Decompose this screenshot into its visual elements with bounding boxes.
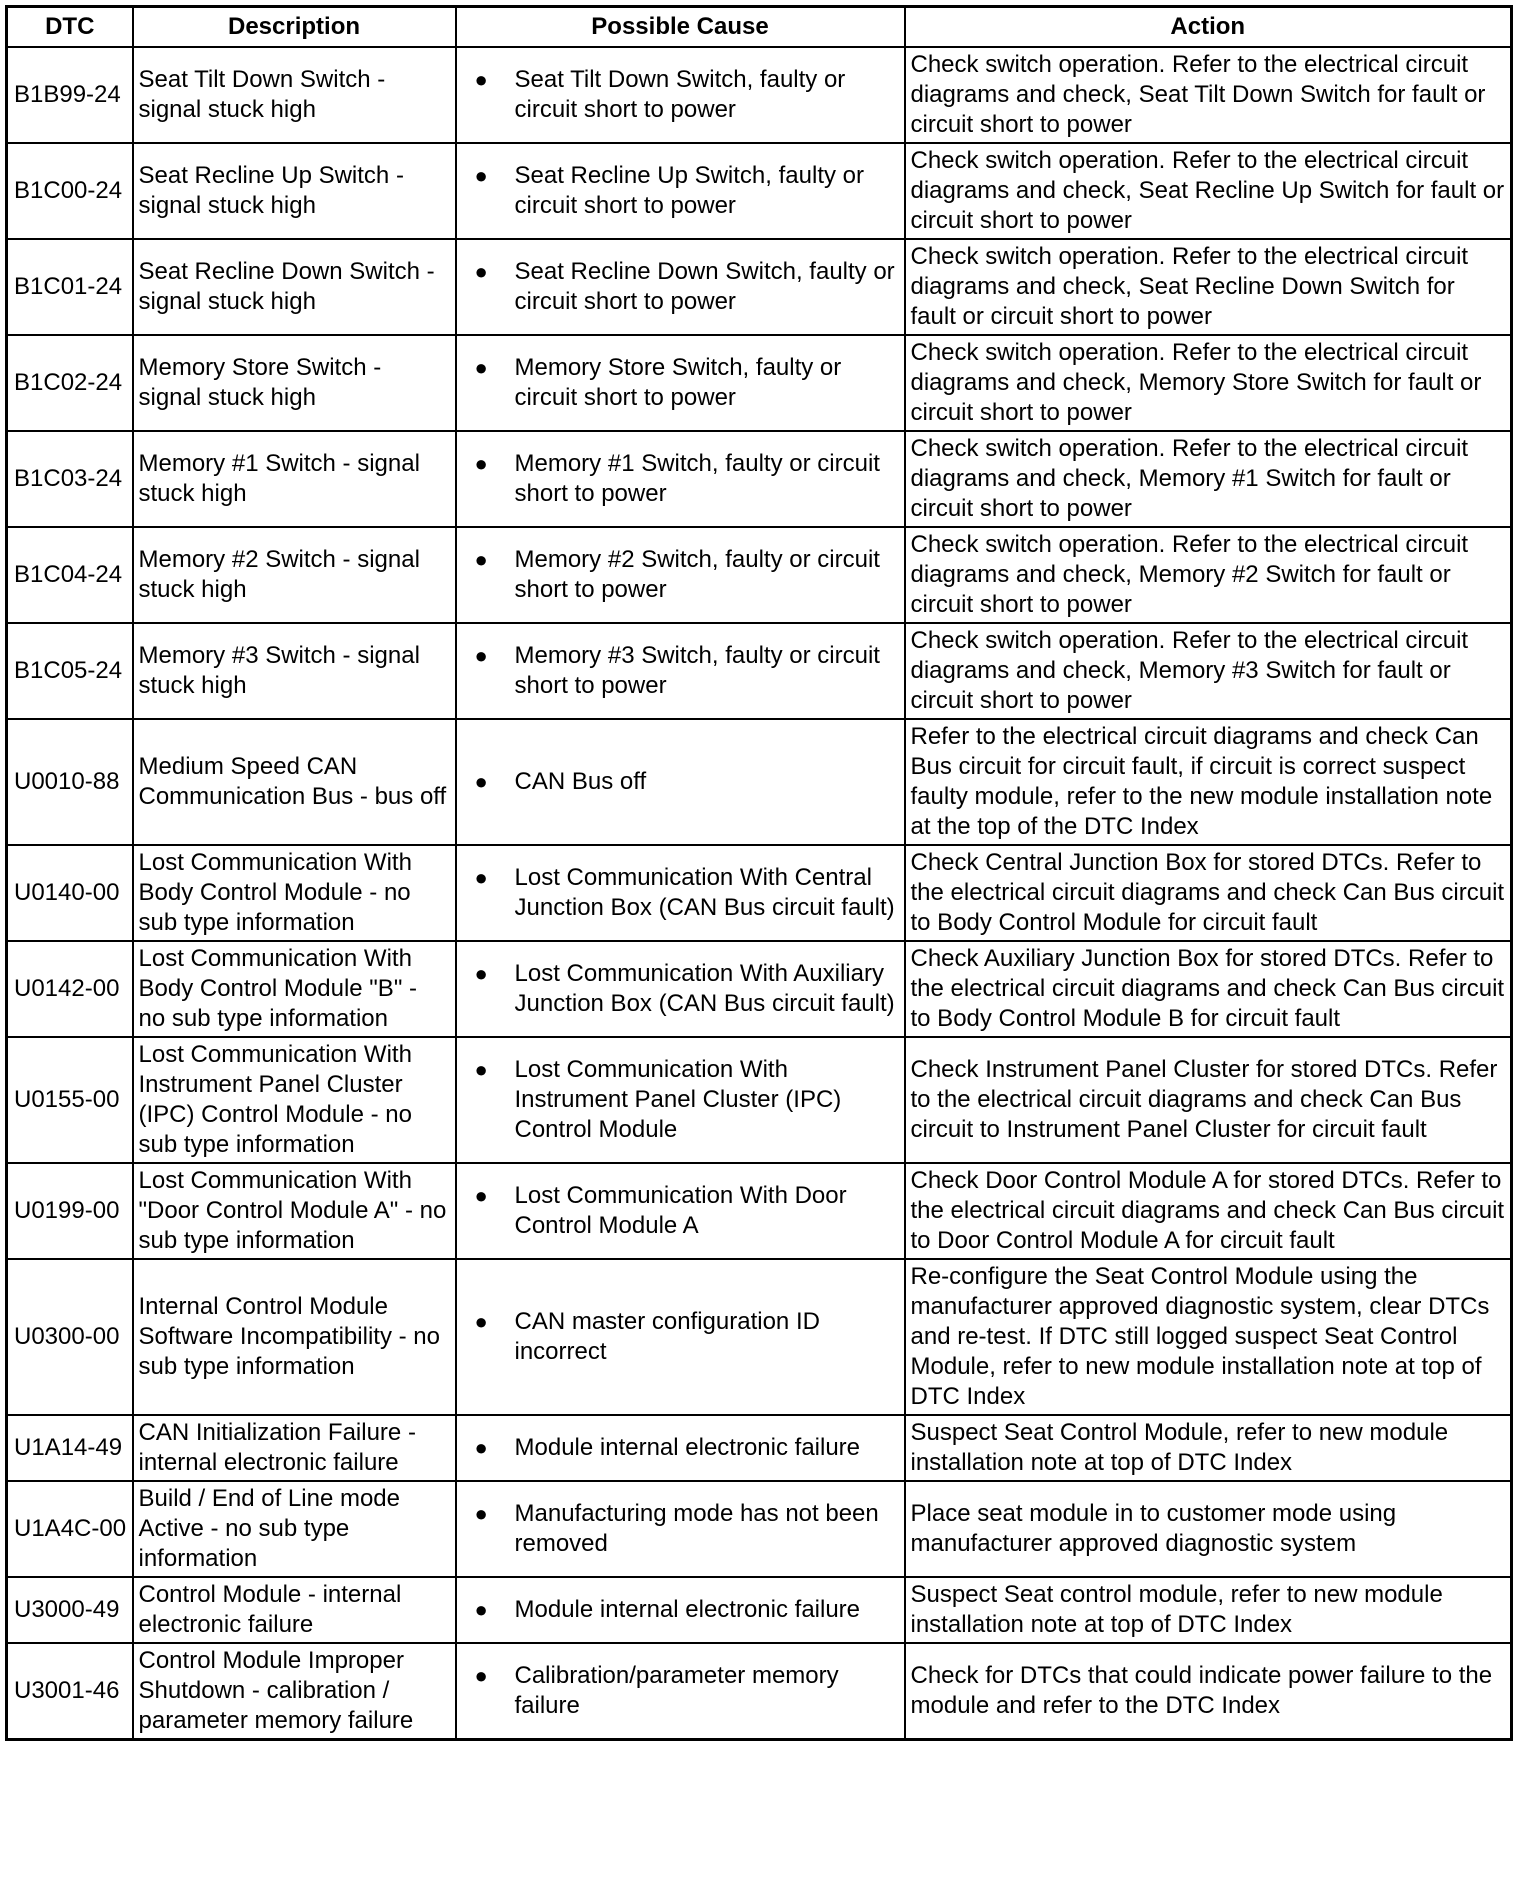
- dtc-description: Memory #2 Switch - signal stuck high: [133, 527, 456, 623]
- possible-cause: Lost Communication With Instrument Panel Cluster (IPC) Control Module: [514, 1056, 842, 1143]
- bullet-icon: ●: [474, 163, 488, 188]
- table-row: [7, 623, 1512, 719]
- bullet-icon: ●: [474, 67, 488, 92]
- dtc-code: U0155-00: [7, 1037, 133, 1163]
- dtc-code: B1C02-24: [7, 335, 133, 431]
- table-row: [7, 719, 1512, 845]
- bullet-icon: ●: [474, 547, 488, 572]
- dtc-description: Seat Recline Down Switch - signal stuck high: [133, 239, 456, 335]
- action-text: Check switch operation. Refer to the electrical circuit diagrams and check, Seat Recline Down Switch for fault or circuit short to power: [905, 239, 1512, 335]
- table-row: [7, 527, 1512, 623]
- dtc-description: Memory #3 Switch - signal stuck high: [133, 623, 456, 719]
- dtc-description: Control Module Improper Shutdown - calibration / parameter memory failure: [133, 1643, 456, 1740]
- header-action: Action: [905, 7, 1512, 48]
- possible-cause-cell: [456, 431, 905, 527]
- action-text: Check switch operation. Refer to the electrical circuit diagrams and check, Memory Store Switch for fault or circuit short to power: [905, 335, 1512, 431]
- table-row: [7, 1481, 1512, 1577]
- possible-cause-cell: [456, 1037, 905, 1163]
- possible-cause: Memory #3 Switch, faulty or circuit short to power: [514, 642, 880, 699]
- dtc-table-body: [7, 47, 1512, 1740]
- action-text: Check switch operation. Refer to the electrical circuit diagrams and check, Memory #1 Switch for fault or circuit short to power: [905, 431, 1512, 527]
- action-text: Suspect Seat Control Module, refer to new module installation note at top of DTC Index: [905, 1415, 1512, 1481]
- table-row: [7, 1577, 1512, 1643]
- bullet-icon: ●: [474, 1435, 488, 1460]
- dtc-description: Internal Control Module Software Incompatibility - no sub type information: [133, 1259, 456, 1415]
- possible-cause: Memory #1 Switch, faulty or circuit short to power: [514, 450, 880, 507]
- action-text: Check Door Control Module A for stored DTCs. Refer to the electrical circuit diagrams and check Can Bus circuit to Door Control Module A for circuit fault: [905, 1163, 1512, 1259]
- table-row: [7, 941, 1512, 1037]
- possible-cause: Lost Communication With Central Junction Box (CAN Bus circuit fault): [514, 864, 895, 921]
- possible-cause: Memory #2 Switch, faulty or circuit short to power: [514, 546, 880, 603]
- possible-cause-cell: [456, 845, 905, 941]
- dtc-description: Control Module - internal electronic failure: [133, 1577, 456, 1643]
- dtc-code: B1C00-24: [7, 143, 133, 239]
- bullet-icon: ●: [474, 1183, 488, 1208]
- dtc-code: U3000-49: [7, 1577, 133, 1643]
- dtc-description: Medium Speed CAN Communication Bus - bus off: [133, 719, 456, 845]
- dtc-description: Lost Communication With Body Control Module - no sub type information: [133, 845, 456, 941]
- action-text: Check switch operation. Refer to the electrical circuit diagrams and check, Seat Tilt Down Switch for fault or circuit short to power: [905, 47, 1512, 143]
- dtc-description: Seat Tilt Down Switch - signal stuck high: [133, 47, 456, 143]
- possible-cause-cell: [456, 1643, 905, 1740]
- dtc-table: [5, 5, 1513, 1741]
- table-row: [7, 47, 1512, 143]
- possible-cause-cell: [456, 719, 905, 845]
- action-text: Place seat module in to customer mode using manufacturer approved diagnostic system: [905, 1481, 1512, 1577]
- dtc-code: U0142-00: [7, 941, 133, 1037]
- header-description: Description: [133, 7, 456, 48]
- action-text: Suspect Seat control module, refer to new module installation note at top of DTC Index: [905, 1577, 1512, 1643]
- bullet-icon: ●: [474, 865, 488, 890]
- dtc-code: U0300-00: [7, 1259, 133, 1415]
- possible-cause: Seat Recline Up Switch, faulty or circuit short to power: [514, 162, 864, 219]
- dtc-description: Memory #1 Switch - signal stuck high: [133, 431, 456, 527]
- dtc-code: U3001-46: [7, 1643, 133, 1740]
- possible-cause-cell: [456, 47, 905, 143]
- possible-cause-cell: [456, 1259, 905, 1415]
- action-text: Check Auxiliary Junction Box for stored DTCs. Refer to the electrical circuit diagrams and check Can Bus circuit to Body Control Module B for circuit fault: [905, 941, 1512, 1037]
- dtc-code: B1C03-24: [7, 431, 133, 527]
- table-row: [7, 335, 1512, 431]
- dtc-code: U0199-00: [7, 1163, 133, 1259]
- dtc-code: U1A14-49: [7, 1415, 133, 1481]
- dtc-code: B1C05-24: [7, 623, 133, 719]
- action-text: Re-configure the Seat Control Module using the manufacturer approved diagnostic system, clear DTCs and re-test. If DTC still logged suspect Seat Control Module, refer to new module installation note at top of DTC Index: [905, 1259, 1512, 1415]
- dtc-description: Build / End of Line mode Active - no sub type information: [133, 1481, 456, 1577]
- possible-cause: CAN master configuration ID incorrect: [514, 1308, 820, 1365]
- possible-cause-cell: [456, 143, 905, 239]
- dtc-code: B1C01-24: [7, 239, 133, 335]
- action-text: Check switch operation. Refer to the electrical circuit diagrams and check, Memory #3 Switch for fault or circuit short to power: [905, 623, 1512, 719]
- action-text: Check Instrument Panel Cluster for stored DTCs. Refer to the electrical circuit diagrams and check Can Bus circuit to Instrument Panel Cluster for circuit fault: [905, 1037, 1512, 1163]
- possible-cause-cell: [456, 623, 905, 719]
- table-row: [7, 1259, 1512, 1415]
- bullet-icon: ●: [474, 259, 488, 284]
- possible-cause: Seat Tilt Down Switch, faulty or circuit short to power: [514, 66, 846, 123]
- table-row: [7, 1415, 1512, 1481]
- possible-cause: Lost Communication With Auxiliary Junction Box (CAN Bus circuit fault): [514, 960, 895, 1017]
- action-text: Check Central Junction Box for stored DTCs. Refer to the electrical circuit diagrams and check Can Bus circuit to Body Control Module for circuit fault: [905, 845, 1512, 941]
- dtc-code: B1B99-24: [7, 47, 133, 143]
- dtc-description: Lost Communication With "Door Control Module A" - no sub type information: [133, 1163, 456, 1259]
- table-row: [7, 1643, 1512, 1740]
- bullet-icon: ●: [474, 1501, 488, 1526]
- dtc-description: CAN Initialization Failure - internal electronic failure: [133, 1415, 456, 1481]
- dtc-code: U0010-88: [7, 719, 133, 845]
- dtc-code: U0140-00: [7, 845, 133, 941]
- possible-cause-cell: [456, 941, 905, 1037]
- bullet-icon: ●: [474, 643, 488, 668]
- bullet-icon: ●: [474, 1663, 488, 1688]
- dtc-description: Seat Recline Up Switch - signal stuck high: [133, 143, 456, 239]
- possible-cause-cell: [456, 1415, 905, 1481]
- dtc-description: Memory Store Switch - signal stuck high: [133, 335, 456, 431]
- bullet-icon: ●: [474, 1057, 488, 1082]
- dtc-description: Lost Communication With Body Control Module "B" - no sub type information: [133, 941, 456, 1037]
- action-text: Check switch operation. Refer to the electrical circuit diagrams and check, Seat Recline Up Switch for fault or circuit short to power: [905, 143, 1512, 239]
- action-text: Refer to the electrical circuit diagrams and check Can Bus circuit for circuit fault, if circuit is correct suspect faulty module, refer to the new module installation note at the top of the DTC Index: [905, 719, 1512, 845]
- possible-cause: Module internal electronic failure: [514, 1434, 861, 1461]
- bullet-icon: ●: [474, 355, 488, 380]
- possible-cause-cell: [456, 239, 905, 335]
- bullet-icon: ●: [474, 1309, 488, 1334]
- bullet-icon: ●: [474, 1597, 488, 1622]
- possible-cause: Lost Communication With Door Control Module A: [514, 1182, 847, 1239]
- possible-cause-cell: [456, 1481, 905, 1577]
- possible-cause: Module internal electronic failure: [514, 1596, 861, 1623]
- dtc-code: B1C04-24: [7, 527, 133, 623]
- possible-cause: Manufacturing mode has not been removed: [514, 1500, 879, 1557]
- table-row: [7, 239, 1512, 335]
- action-text: Check for DTCs that could indicate power failure to the module and refer to the DTC Index: [905, 1643, 1512, 1740]
- table-header-row: [7, 7, 1512, 48]
- possible-cause-cell: [456, 1163, 905, 1259]
- bullet-icon: ●: [474, 451, 488, 476]
- possible-cause: Memory Store Switch, faulty or circuit short to power: [514, 354, 842, 411]
- header-possible-cause: Possible Cause: [456, 7, 905, 48]
- possible-cause-cell: [456, 335, 905, 431]
- table-row: [7, 431, 1512, 527]
- dtc-code: U1A4C-00: [7, 1481, 133, 1577]
- header-dtc: DTC: [7, 7, 133, 48]
- possible-cause: Seat Recline Down Switch, faulty or circuit short to power: [514, 258, 895, 315]
- action-text: Check switch operation. Refer to the electrical circuit diagrams and check, Memory #2 Switch for fault or circuit short to power: [905, 527, 1512, 623]
- table-row: [7, 1163, 1512, 1259]
- table-row: [7, 143, 1512, 239]
- dtc-description: Lost Communication With Instrument Panel Cluster (IPC) Control Module - no sub type information: [133, 1037, 456, 1163]
- table-row: [7, 845, 1512, 941]
- bullet-icon: ●: [474, 769, 488, 794]
- bullet-icon: ●: [474, 961, 488, 986]
- possible-cause: CAN Bus off: [514, 768, 647, 795]
- possible-cause-cell: [456, 1577, 905, 1643]
- table-row: [7, 1037, 1512, 1163]
- possible-cause-cell: [456, 527, 905, 623]
- possible-cause: Calibration/parameter memory failure: [514, 1662, 839, 1719]
